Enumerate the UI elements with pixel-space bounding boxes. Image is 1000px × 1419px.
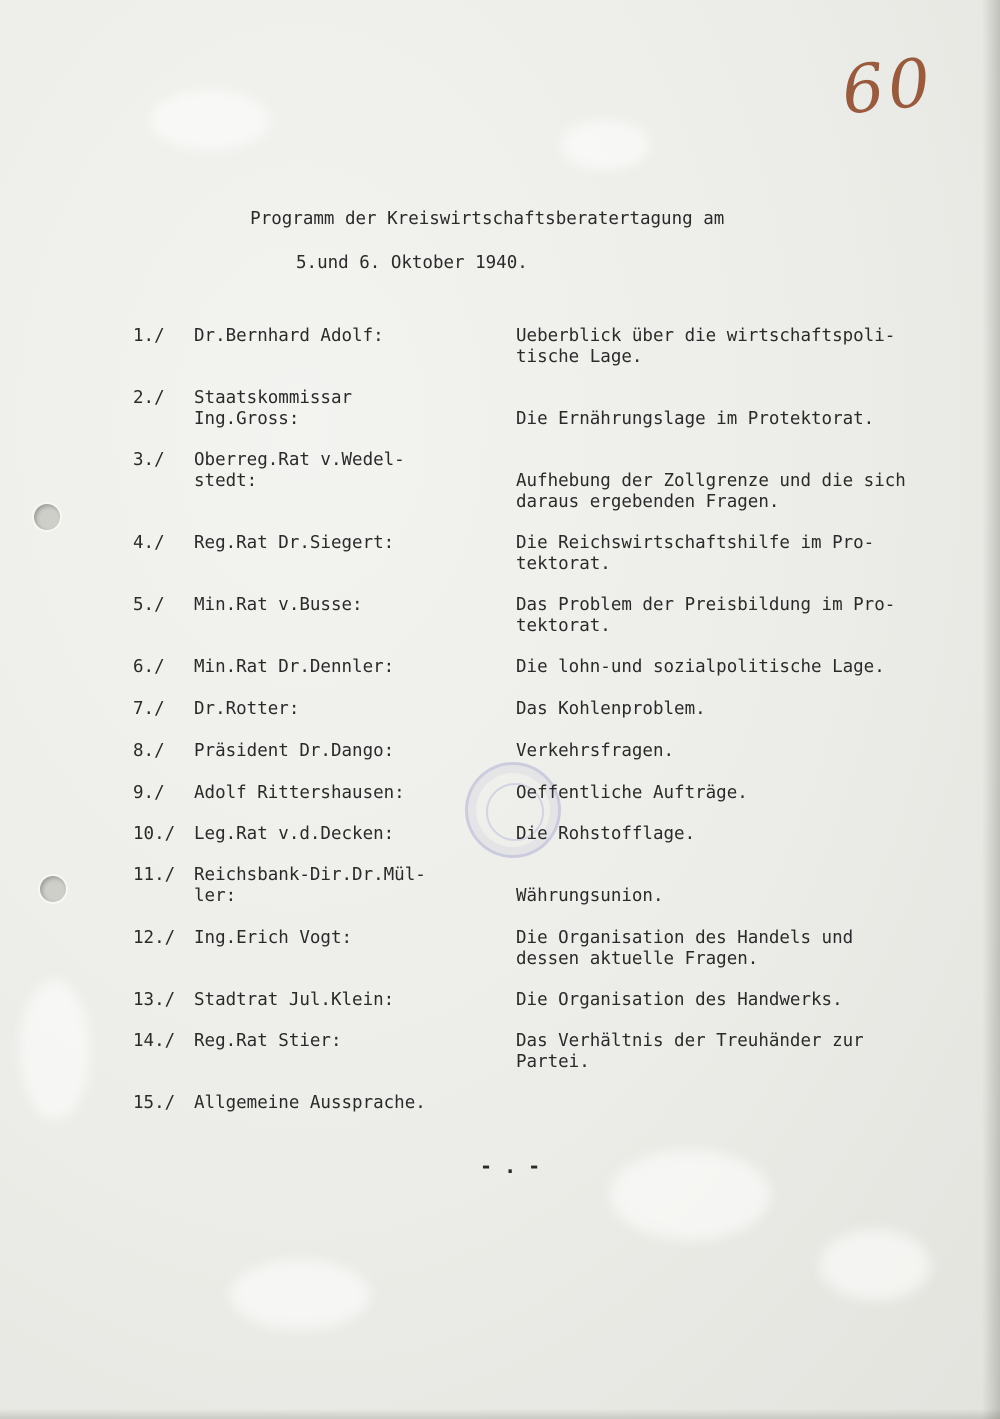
paper-stain <box>560 120 650 170</box>
entry-topic: Die Organisation des Handwerks. <box>516 990 843 1010</box>
entry-topic: Ueberblick über die wirtschaftspoli- tische Lage. <box>516 326 896 367</box>
entry-topic: Oeffentliche Aufträge. <box>516 783 748 803</box>
entry-topic: Währungsunion. <box>516 886 664 906</box>
entry-speaker: Ing.Erich Vogt: <box>194 928 353 948</box>
entry-speaker: Allgemeine Aussprache. <box>194 1093 426 1113</box>
title-line-2: 5.und 6. Oktober 1940. <box>296 253 528 273</box>
entry-number: 8./ <box>133 741 165 761</box>
paper-stain <box>230 1260 370 1330</box>
entry-speaker: Min.Rat Dr.Dennler: <box>194 657 395 677</box>
entry-number: 4./ <box>133 533 165 553</box>
entry-speaker: Dr.Rotter: <box>194 699 300 719</box>
entry-number: 7./ <box>133 699 165 719</box>
paper-stain <box>610 1150 770 1240</box>
entry-number: 14./ <box>133 1031 176 1051</box>
entry-topic: Aufhebung der Zollgrenze und die sich daraus ergebenden Fragen. <box>516 471 906 512</box>
entry-number: 6./ <box>133 657 165 677</box>
entry-speaker: Staatskommissar Ing.Gross: <box>194 388 353 429</box>
paper-stain <box>820 1230 930 1300</box>
entry-number: 13./ <box>133 990 176 1010</box>
paper-stain <box>150 90 270 150</box>
paper-bottom-shadow <box>0 1409 1000 1419</box>
document-title <box>208 186 724 318</box>
entry-number: 9./ <box>133 783 165 803</box>
entry-topic: Das Kohlenproblem. <box>516 699 706 719</box>
entry-speaker: Präsident Dr.Dango: <box>194 741 395 761</box>
entry-number: 1./ <box>133 326 165 346</box>
entry-topic: Das Verhältnis der Treuhänder zur Partei. <box>516 1031 864 1072</box>
punch-hole <box>34 504 60 530</box>
entry-speaker: Dr.Bernhard Adolf: <box>194 326 384 346</box>
entry-number: 3./ <box>133 450 165 470</box>
entry-speaker: Adolf Rittershausen: <box>194 783 405 803</box>
entry-speaker: Min.Rat v.Busse: <box>194 595 363 615</box>
entry-topic: Das Problem der Preisbildung im Pro- tektorat. <box>516 595 896 636</box>
closing-mark: - . - <box>480 1154 541 1178</box>
entry-topic: Die Ernährungslage im Protektorat. <box>516 409 875 429</box>
entry-topic: Die lohn-und sozialpolitische Lage. <box>516 657 885 677</box>
entry-speaker: Reichsbank-Dir.Dr.Mül- ler: <box>194 865 426 906</box>
title-line-1: Programm der Kreiswirtschaftsberatertagung am <box>250 209 725 229</box>
entry-topic: Verkehrsfragen. <box>516 741 675 761</box>
entry-number: 10./ <box>133 824 176 844</box>
entry-topic: Die Organisation des Handels und dessen aktuelle Fragen. <box>516 928 854 969</box>
entry-number: 11./ <box>133 865 176 885</box>
entry-speaker: Stadtrat Jul.Klein: <box>194 990 395 1010</box>
entry-number: 2./ <box>133 388 165 408</box>
entry-speaker: Reg.Rat Stier: <box>194 1031 342 1051</box>
entry-topic: Die Rohstofflage. <box>516 824 696 844</box>
entry-number: 15./ <box>133 1093 176 1113</box>
folio-number: 60 <box>838 43 938 130</box>
entry-speaker: Leg.Rat v.d.Decken: <box>194 824 395 844</box>
entry-speaker: Reg.Rat Dr.Siegert: <box>194 533 395 553</box>
entry-number: 5./ <box>133 595 165 615</box>
entry-number: 12./ <box>133 928 176 948</box>
entry-speaker: Oberreg.Rat v.Wedel- stedt: <box>194 450 405 491</box>
paper-stain <box>20 980 90 1120</box>
punch-hole <box>40 876 66 902</box>
entry-topic: Die Reichswirtschaftshilfe im Pro- tektorat. <box>516 533 875 574</box>
